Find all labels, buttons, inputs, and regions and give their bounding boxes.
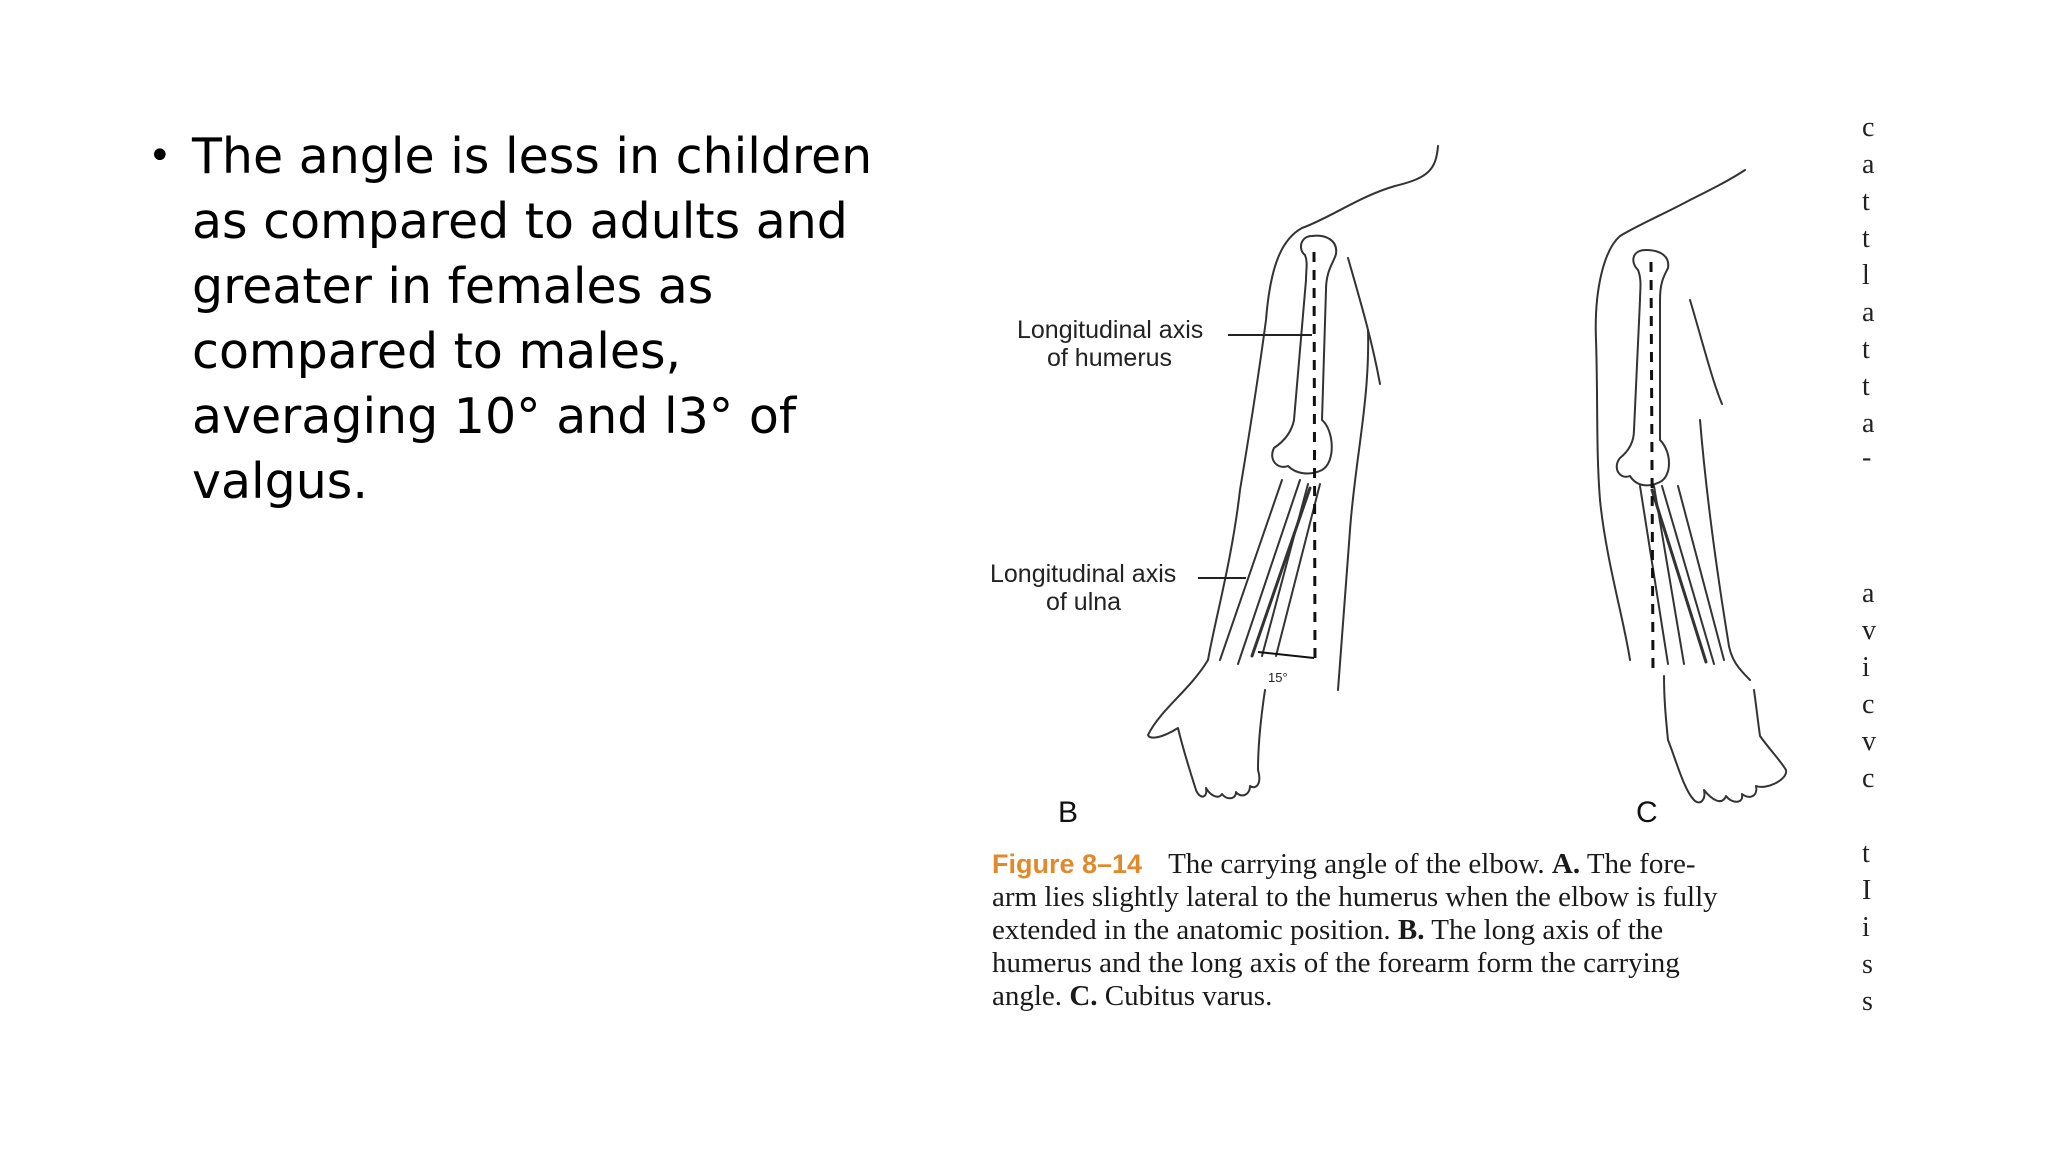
margin-letter: - <box>1862 442 1872 473</box>
margin-letter: t <box>1862 371 1870 402</box>
arm-b-hand <box>1148 660 1265 798</box>
label-ulna-line-2: of ulna <box>1046 588 1122 616</box>
margin-letter: s <box>1862 949 1873 980</box>
caption-line: Figure 8–14 The carrying angle of the elbow. A. The fore- <box>992 848 1696 880</box>
humerus-c <box>1617 250 1669 485</box>
arm-c-hand <box>1664 676 1786 802</box>
margin-letter: i <box>1862 912 1870 943</box>
caption-line: angle. C. Cubitus varus. <box>992 980 1273 1012</box>
arm-c-inner <box>1690 300 1722 404</box>
humerus-b <box>1272 236 1336 474</box>
arm-b-back <box>1338 330 1368 690</box>
bullet-point <box>148 124 888 514</box>
figure-number: Figure 8–14 <box>992 849 1143 879</box>
margin-letter: v <box>1862 615 1876 646</box>
bullet-line: The angle is less in children <box>192 128 873 185</box>
bullet-line: compared to males, <box>192 323 682 380</box>
margin-letter: a <box>1862 578 1875 609</box>
ulna-axis-b <box>1252 488 1310 656</box>
margin-letter: a <box>1862 149 1875 180</box>
margin-letter: t <box>1862 223 1870 254</box>
humerus-axis-b <box>1314 252 1315 662</box>
bullet-text <box>192 124 872 514</box>
margin-letter: v <box>1862 726 1876 757</box>
panel-label-b: B <box>1058 796 1079 829</box>
angle-arc <box>1258 652 1314 658</box>
label-ulna-line-1: Longitudinal axis <box>990 560 1177 588</box>
margin-letter: l <box>1862 260 1870 291</box>
caption-line: humerus and the long axis of the forearm form the carrying <box>992 947 1680 979</box>
margin-letter: s <box>1862 986 1873 1017</box>
margin-letter: c <box>1862 689 1875 720</box>
angle-label: 15° <box>1268 670 1288 685</box>
bullet-marker: • <box>148 133 172 179</box>
margin-letter: c <box>1862 112 1875 143</box>
margin-letter: t <box>1862 334 1870 365</box>
margin-letter: I <box>1862 875 1872 906</box>
arm-b-inner <box>1348 258 1380 384</box>
bullet-line: greater in females as <box>192 258 714 315</box>
humerus-axis-c <box>1651 262 1653 670</box>
caption-line: arm lies slightly lateral to the humerus when the elbow is fully <box>992 881 1718 913</box>
margin-letter: t <box>1862 186 1870 217</box>
bullet-line: averaging 10° and l3° of <box>192 388 797 445</box>
margin-letter: c <box>1862 763 1875 794</box>
bullet-line: as compared to adults and <box>192 193 848 250</box>
label-humerus-line-2: of humerus <box>1047 344 1173 372</box>
caption-line: extended in the anatomic position. B. The long axis of the <box>992 914 1664 946</box>
margin-letter: i <box>1862 652 1870 683</box>
figure-caption <box>992 848 1822 1013</box>
carrying-angle-figure <box>960 130 1840 830</box>
margin-letter: t <box>1862 838 1870 869</box>
bullet-line: valgus. <box>192 453 368 510</box>
forearm-bones-b <box>1220 480 1320 664</box>
margin-letter: a <box>1862 297 1875 328</box>
label-humerus-line-1: Longitudinal axis <box>1017 316 1204 344</box>
margin-letter: a <box>1862 408 1875 439</box>
panel-label-c: C <box>1636 796 1658 829</box>
